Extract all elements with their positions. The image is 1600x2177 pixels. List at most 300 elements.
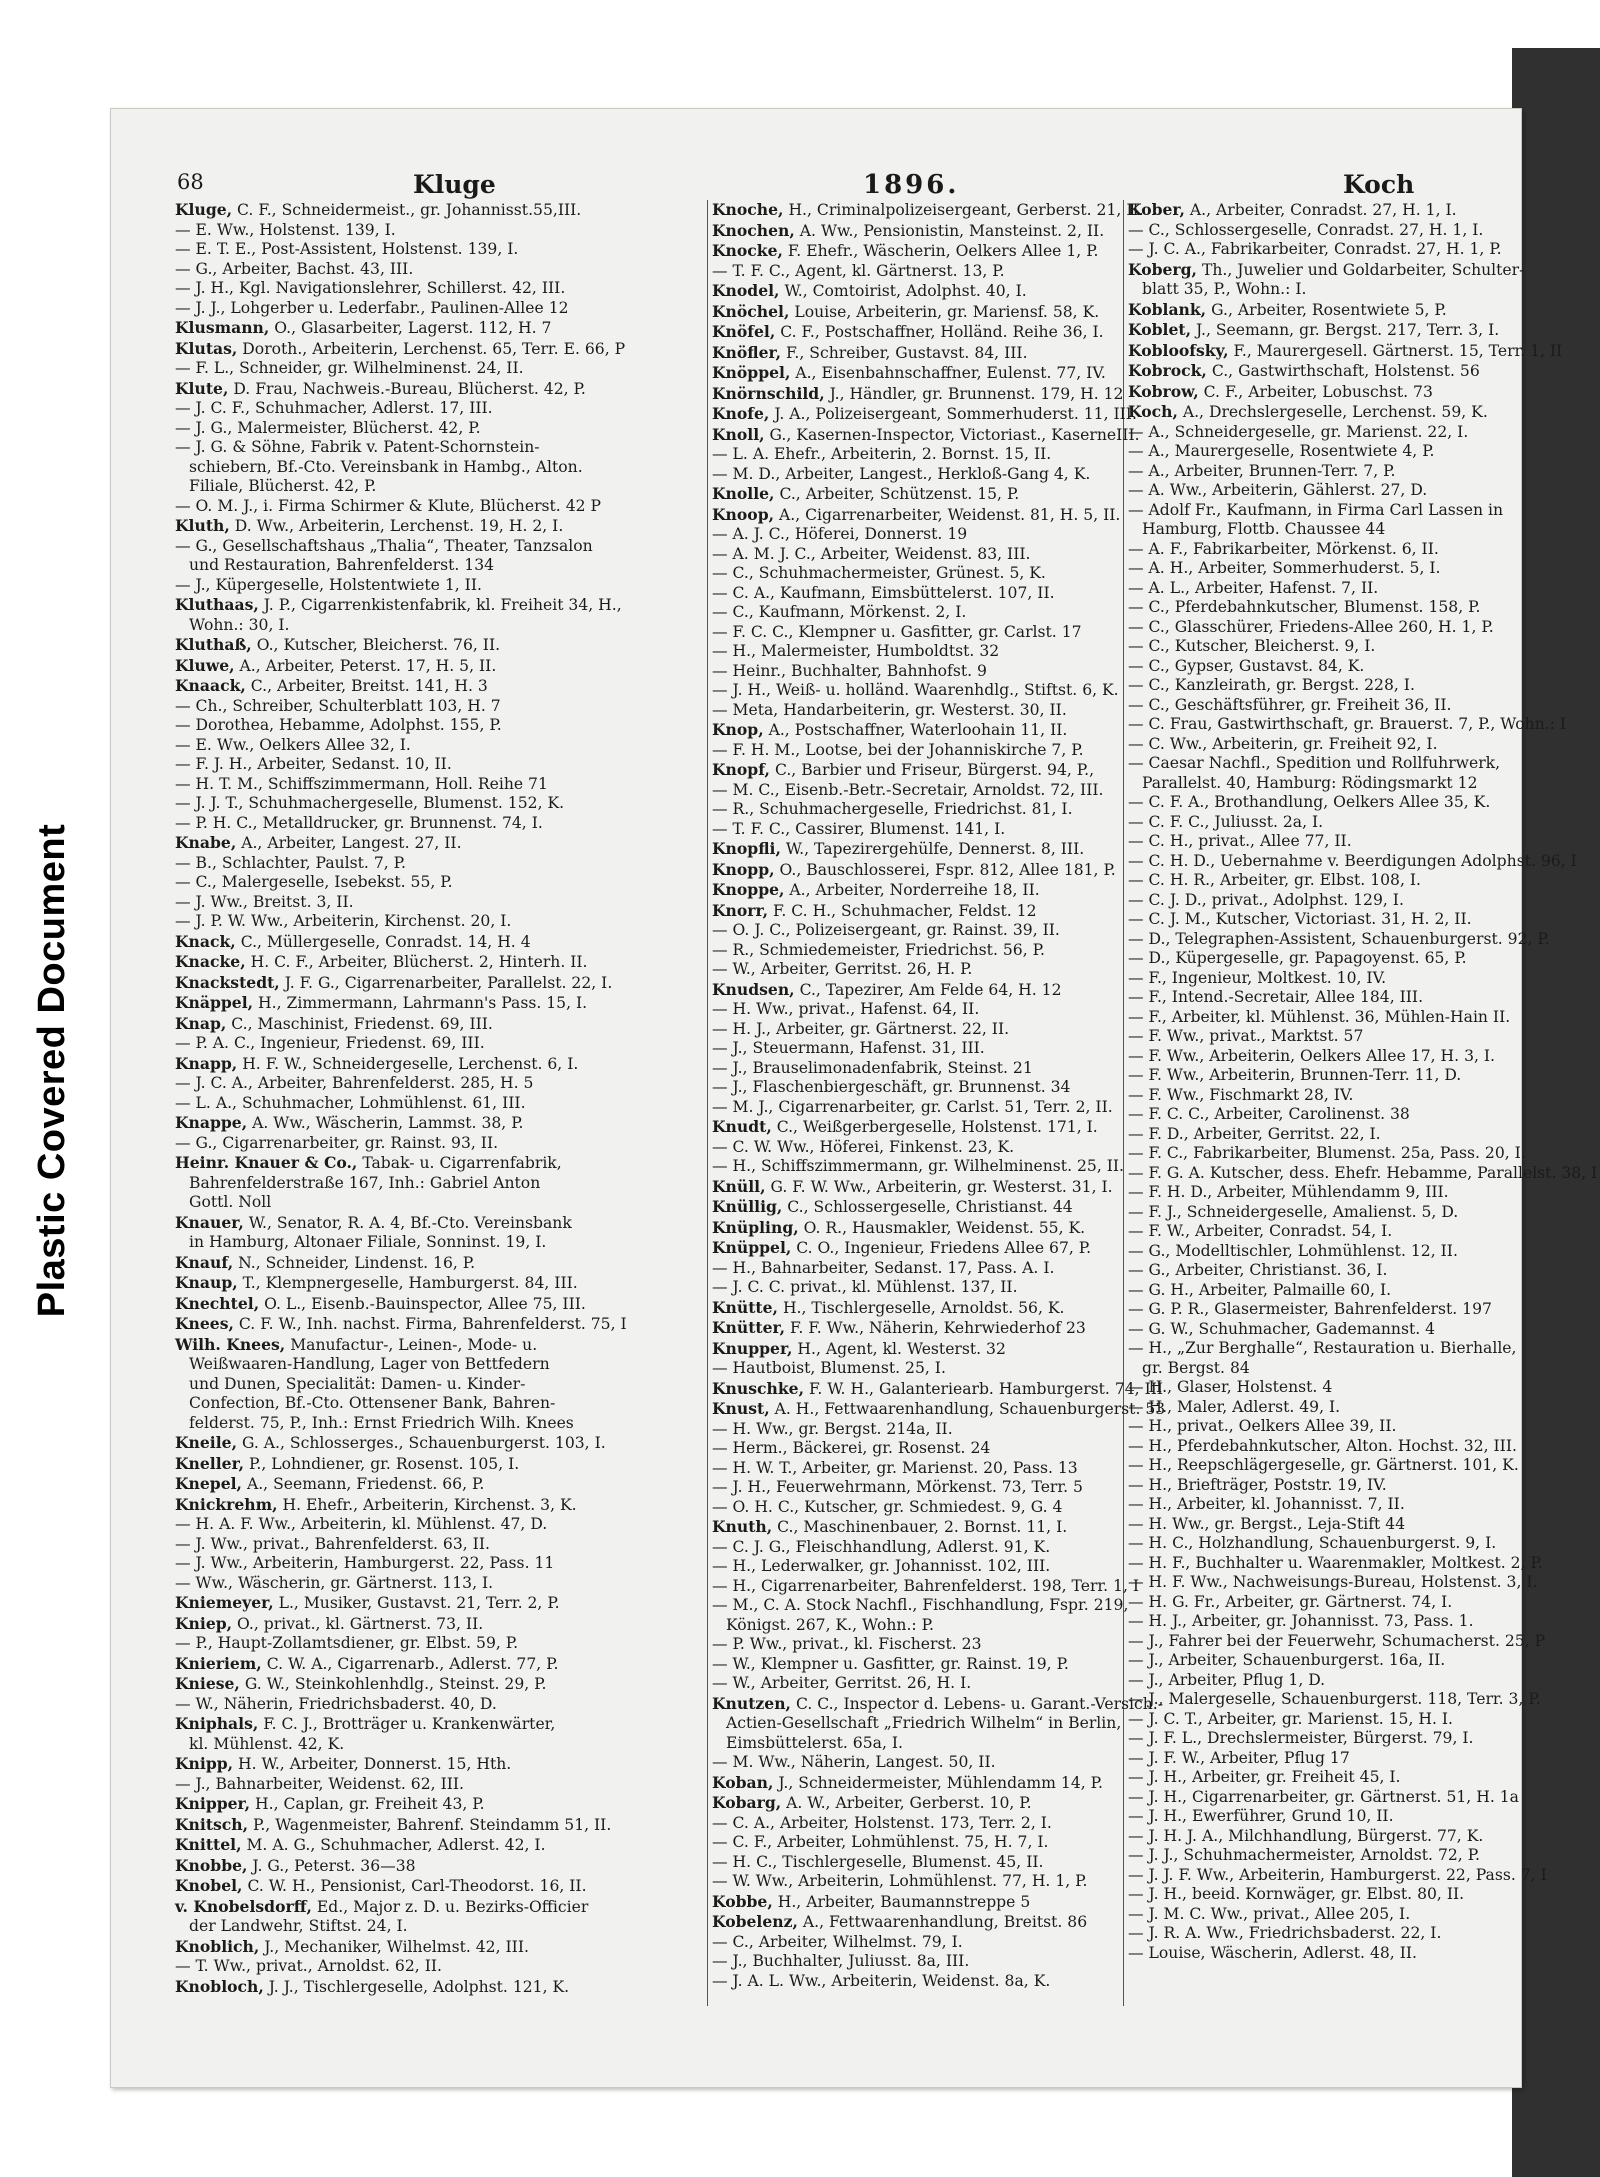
directory-entry bbox=[175, 893, 705, 913]
directory-entry bbox=[1128, 1105, 1538, 1125]
directory-entry bbox=[175, 1695, 705, 1715]
directory-entry bbox=[712, 1498, 1122, 1518]
entry-details: — J., Malergeselle, Schauenburgerst. 118, Terr. 3, P. bbox=[1128, 1690, 1541, 1708]
entry-details: C. F., Postschaffner, Holländ. Reihe 36, I. bbox=[775, 323, 1104, 341]
entry-details: F., Schreiber, Gustavst. 84, III. bbox=[781, 343, 1028, 362]
entry-surname: Knüllig, bbox=[712, 1197, 783, 1216]
directory-entry bbox=[175, 1134, 705, 1154]
entry-details: — Ww., Wäscherin, gr. Gärtnerst. 113, I. bbox=[175, 1573, 494, 1592]
directory-entry bbox=[1128, 1651, 1538, 1671]
directory-entry bbox=[1128, 1905, 1538, 1925]
entry-details: — J. H., Cigarrenarbeiter, gr. Gärtnerst. 51, H. 1a bbox=[1128, 1787, 1519, 1806]
entry-details: — H., Glaser, Holstenst. 4 bbox=[1128, 1378, 1333, 1396]
directory-entry bbox=[712, 1635, 1122, 1655]
directory-entry bbox=[175, 1335, 705, 1356]
directory-entry bbox=[175, 1654, 705, 1675]
entry-details: Filiale, Blücherst. 42, P. bbox=[189, 477, 377, 495]
directory-entry bbox=[1128, 1807, 1538, 1827]
entry-details: — F., Arbeiter, kl. Mühlenst. 36, Mühlen-Hain II. bbox=[1128, 1007, 1511, 1026]
entry-details: A., Postschaffner, Waterloohain 11, II. bbox=[763, 721, 1068, 739]
entry-surname: Knütter, bbox=[712, 1318, 786, 1337]
entry-details: — Hautboist, Blumenst. 25, I. bbox=[712, 1359, 946, 1377]
directory-entry bbox=[175, 1794, 705, 1815]
entry-details: C., Maschinist, Friedenst. 69, III. bbox=[226, 1014, 493, 1033]
directory-entry bbox=[712, 642, 1122, 662]
entry-details: — C., Schlossergeselle, Conradst. 27, H. 1, I. bbox=[1128, 220, 1484, 239]
entry-details: — D., Telegraphen-Assistent, Schauenburgerst. 92, P. bbox=[1128, 929, 1550, 948]
entry-details: — E. Ww., Oelkers Allee 32, I. bbox=[175, 735, 411, 754]
directory-entry bbox=[712, 1420, 1122, 1440]
directory-entry bbox=[175, 1433, 705, 1454]
entry-details: G. A., Schlosserges., Schauenburgerst. 103, I. bbox=[237, 1434, 606, 1452]
directory-entry bbox=[712, 1814, 1122, 1834]
directory-entry bbox=[1128, 929, 1550, 950]
directory-entry bbox=[712, 960, 1122, 980]
directory-entry bbox=[175, 260, 705, 280]
entry-details: — H. F., Buchhalter u. Waarenmakler, Moltkest. 2, P. bbox=[1128, 1553, 1543, 1572]
entry-surname: Heinr. Knauer & Co., bbox=[175, 1153, 358, 1172]
directory-entry bbox=[175, 379, 705, 400]
directory-entry bbox=[712, 445, 1122, 465]
directory-entry bbox=[175, 697, 705, 717]
directory-entry bbox=[1128, 423, 1538, 443]
directory-entry bbox=[1128, 442, 1538, 462]
entry-details: — A. L., Arbeiter, Hafenst. 7, II. bbox=[1128, 578, 1379, 597]
entry-details: — D., Küpergeselle, gr. Papagoyenst. 65, P. bbox=[1128, 949, 1467, 967]
directory-entry bbox=[712, 860, 1122, 881]
entry-surname: Knutzen, bbox=[712, 1693, 791, 1713]
directory-entry bbox=[175, 794, 705, 814]
entry-details: Eimsbüttelerst. 65a, I. bbox=[726, 1733, 903, 1752]
entry-surname: Kluge, bbox=[175, 200, 233, 219]
directory-entry bbox=[175, 1375, 705, 1395]
directory-entry bbox=[175, 1034, 705, 1054]
directory-entry bbox=[175, 912, 705, 932]
entry-details: — G., Arbeiter, Bachst. 43, III. bbox=[175, 259, 414, 278]
entry-details: — H. J., Arbeiter, gr. Gärtnerst. 22, II. bbox=[712, 1019, 1010, 1038]
entry-details: F., Maurergesell. Gärtnerst. 15, Terr. 1, II bbox=[1228, 341, 1563, 360]
entry-details: — P. A. C., Ingenieur, Friedenst. 69, III. bbox=[175, 1034, 485, 1052]
entry-details: — J. H., beeid. Kornwäger, gr. Elbst. 80, II. bbox=[1128, 1885, 1465, 1903]
directory-entry bbox=[712, 1157, 1125, 1177]
entry-details: H., Agent, kl. Westerst. 32 bbox=[792, 1339, 1006, 1358]
directory-entry bbox=[712, 1238, 1122, 1259]
directory-entry bbox=[712, 1000, 1122, 1020]
directory-entry bbox=[175, 1775, 705, 1795]
directory-entry bbox=[712, 1117, 1122, 1138]
directory-entry bbox=[1128, 1125, 1538, 1145]
entry-details: Louise, Arbeiterin, gr. Mariensf. 58, K. bbox=[789, 302, 1100, 321]
entry-surname: Kniese, bbox=[175, 1674, 240, 1693]
directory-entry bbox=[1128, 320, 1538, 341]
directory-entry bbox=[712, 1773, 1122, 1794]
entry-details: — P. Ww., privat., kl. Fischerst. 23 bbox=[712, 1635, 982, 1653]
entry-details: Wohn.: 30, I. bbox=[189, 615, 290, 634]
entry-details: — F. H. D., Arbeiter, Mühlendamm 9, III. bbox=[1128, 1183, 1449, 1201]
entry-details: C., Tapezirer, Am Felde 64, H. 12 bbox=[794, 980, 1062, 999]
entry-surname: Knochen, bbox=[712, 220, 795, 240]
entry-details: — W., Arbeiter, Gerritst. 26, H. I. bbox=[712, 1674, 972, 1692]
entry-details: — E. Ww., Holstenst. 139, I. bbox=[175, 220, 396, 239]
directory-column-3 bbox=[1128, 200, 1598, 2010]
entry-details: — M. Ww., Näherin, Langest. 50, II. bbox=[712, 1753, 996, 1771]
directory-entry bbox=[1128, 871, 1538, 891]
directory-entry bbox=[175, 1193, 705, 1213]
directory-entry bbox=[1128, 361, 1538, 382]
directory-entry bbox=[712, 545, 1122, 565]
entry-details: — R., Schmiedemeister, Friedrichst. 56, P. bbox=[712, 940, 1045, 959]
entry-surname: Kobbe, bbox=[712, 1891, 773, 1911]
entry-details: — F., Intend.-Secretair, Allee 184, III. bbox=[1128, 988, 1424, 1006]
directory-entry bbox=[175, 1074, 705, 1094]
directory-entry bbox=[175, 1754, 705, 1775]
entry-surname: Knack, bbox=[175, 931, 236, 951]
entry-details: — H. W. T., Arbeiter, gr. Marienst. 20, Pass. 13 bbox=[712, 1458, 1078, 1477]
entry-details: — J. F. L., Drechslermeister, Bürgerst. 79, I. bbox=[1128, 1729, 1474, 1747]
directory-entry bbox=[1128, 1047, 1538, 1067]
directory-entry bbox=[1128, 696, 1538, 716]
entry-surname: Kluthaas, bbox=[175, 595, 259, 614]
entry-surname: Knocke, bbox=[712, 241, 783, 260]
entry-details: — P. H. C., Metalldrucker, gr. Brunnenst. 74, I. bbox=[175, 813, 543, 832]
entry-details: C. F., Arbeiter, Lobuschst. 73 bbox=[1198, 382, 1433, 401]
column-divider-1 bbox=[707, 200, 708, 2006]
entry-surname: Klusmann, bbox=[175, 318, 270, 337]
directory-entry bbox=[712, 1952, 1122, 1972]
entry-surname: Koblet, bbox=[1128, 320, 1191, 339]
directory-entry bbox=[175, 676, 705, 697]
entry-details: O., privat., kl. Gärtnerst. 73, II. bbox=[232, 1614, 484, 1633]
entry-details: — C. F. A., Brothandlung, Oelkers Allee 35, K. bbox=[1128, 793, 1491, 811]
directory-entry bbox=[1128, 832, 1538, 852]
entry-details: — J. C. A., Fabrikarbeiter, Conradst. 27, H. 1, P. bbox=[1128, 240, 1502, 258]
entry-details: — G. P. R., Glasermeister, Bahrenfelderst. 197 bbox=[1128, 1300, 1492, 1318]
directory-entry bbox=[712, 662, 1122, 682]
directory-entry bbox=[712, 525, 1122, 545]
directory-entry bbox=[712, 1853, 1122, 1873]
directory-entry bbox=[712, 1459, 1122, 1479]
entry-details: — J., Küpergeselle, Holstentwiete 1, II. bbox=[175, 575, 482, 594]
directory-entry bbox=[712, 404, 1137, 425]
entry-details: F. Ehefr., Wäscherin, Oelkers Allee 1, P. bbox=[782, 242, 1099, 260]
entry-details: Doroth., Arbeiterin, Lerchenst. 65, Terr. E. 66, P bbox=[237, 339, 626, 358]
entry-details: — H., Bahnarbeiter, Sedanst. 17, Pass. A. I. bbox=[712, 1258, 1055, 1277]
entry-surname: Knappe, bbox=[175, 1113, 248, 1132]
entry-details: — G., Arbeiter, Christianst. 36, I. bbox=[1128, 1261, 1388, 1279]
entry-details: — H. Ww., gr. Bergst., Leja-Stift 44 bbox=[1128, 1514, 1406, 1533]
entry-details: J., Mechaniker, Wilhelmst. 42, III. bbox=[259, 1937, 529, 1956]
entry-details: J. F. G., Cigarrenarbeiter, Parallelst. 22, I. bbox=[279, 973, 613, 992]
entry-details: — C., Arbeiter, Wilhelmst. 79, I. bbox=[712, 1932, 963, 1951]
entry-details: C., Müllergeselle, Conradst. 14, H. 4 bbox=[235, 932, 531, 951]
entry-details: — F. C. C., Klempner u. Gasfitter, gr. Carlst. 17 bbox=[712, 622, 1082, 641]
directory-entry bbox=[1128, 1222, 1538, 1242]
directory-entry bbox=[1128, 676, 1538, 696]
entry-details: A., Drechslergeselle, Lerchenst. 59, K. bbox=[1177, 403, 1488, 421]
directory-entry bbox=[175, 1355, 705, 1375]
entry-surname: Kluth, bbox=[175, 516, 230, 535]
entry-details: — C., Schuhmachermeister, Grünest. 5, K. bbox=[712, 564, 1046, 582]
entry-details: — Dorothea, Hebamme, Adolphst. 155, P. bbox=[175, 716, 502, 734]
entry-details: — C., Kaufmann, Mörkenst. 2, I. bbox=[712, 603, 967, 621]
entry-details: — P., Haupt-Zollamtsdiener, gr. Elbst. 59, P. bbox=[175, 1634, 519, 1652]
entry-surname: Knechtel, bbox=[175, 1293, 260, 1313]
entry-details: Gottl. Noll bbox=[189, 1193, 272, 1211]
page-number: 68 bbox=[177, 170, 204, 194]
directory-entry bbox=[712, 1218, 1122, 1239]
entry-details: Ed., Major z. D. u. Bezirks-Officier bbox=[311, 1897, 589, 1916]
entry-details: — G., Modelltischler, Lohmühlenst. 12, II. bbox=[1128, 1241, 1458, 1260]
entry-details: A., Arbeiter, Langest. 27, II. bbox=[236, 834, 462, 852]
entry-details: F. F. Ww., Näherin, Kehrwiederhof 23 bbox=[785, 1319, 1086, 1337]
entry-details: — J., Bahnarbeiter, Weidenst. 62, III. bbox=[175, 1774, 465, 1793]
directory-entry bbox=[175, 755, 705, 775]
entry-details: O., Kutscher, Bleicherst. 76, II. bbox=[251, 636, 501, 654]
entry-surname: Kobrock, bbox=[1128, 361, 1207, 380]
directory-entry bbox=[1128, 1924, 1538, 1944]
directory-entry bbox=[175, 1253, 705, 1274]
entry-details: — C. J. G., Fleischhandlung, Adlerst. 91, K. bbox=[712, 1537, 1051, 1556]
entry-details: — J. H. J. A., Milchhandlung, Bürgerst. 77, K. bbox=[1128, 1826, 1484, 1845]
directory-entry bbox=[175, 458, 705, 478]
directory-entry bbox=[712, 363, 1122, 384]
entry-surname: v. Knobelsdorff, bbox=[175, 1896, 312, 1916]
entry-details: — A. F., Fabrikarbeiter, Mörkenst. 6, II. bbox=[1128, 539, 1439, 558]
directory-entry bbox=[712, 1872, 1122, 1892]
entry-details: — C. A., Kaufmann, Eimsbüttelerst. 107, II. bbox=[712, 583, 1055, 602]
directory-entry bbox=[1128, 813, 1538, 833]
entry-details: und Restauration, Bahrenfelderst. 134 bbox=[189, 556, 495, 574]
directory-entry bbox=[1128, 949, 1538, 969]
entry-surname: Kober, bbox=[1128, 200, 1185, 219]
entry-details: W., Senator, R. A. 4, Bf.-Cto. Vereinsbank bbox=[243, 1213, 572, 1232]
entry-details: — J. H., Kgl. Navigationslehrer, Schillerst. 42, III. bbox=[175, 279, 566, 297]
entry-details: J. A., Polizeisergeant, Sommerhuderst. 11, III. bbox=[769, 405, 1137, 423]
entry-details: G., Kasernen-Inspector, Victoriast., KaserneIII. bbox=[764, 425, 1140, 444]
entry-details: — C. F. C., Juliusst. 2a, I. bbox=[1128, 812, 1324, 831]
entry-surname: Koblank, bbox=[1128, 299, 1207, 319]
directory-entry bbox=[1128, 1359, 1538, 1379]
entry-details: F. C. H., Schuhmacher, Feldst. 12 bbox=[768, 901, 1037, 920]
directory-entry bbox=[1128, 715, 1567, 735]
entry-surname: Knacke, bbox=[175, 952, 246, 971]
entry-details: P., Wagenmeister, Bahrenf. Steindamm 51, II. bbox=[248, 1815, 612, 1834]
entry-details: — C., Gypser, Gustavst. 84, K. bbox=[1128, 656, 1365, 675]
directory-entry bbox=[1128, 1183, 1538, 1203]
entry-details: — C., Pferdebahnkutscher, Blumenst. 158, P. bbox=[1128, 598, 1481, 616]
directory-entry bbox=[1128, 540, 1538, 560]
entry-details: Königst. 267, K., Wohn.: P. bbox=[726, 1615, 934, 1634]
directory-entry bbox=[1128, 1612, 1538, 1632]
entry-details: O. R., Hausmakler, Weidenst. 55, K. bbox=[798, 1218, 1086, 1237]
entry-details: C., Weißgerbergeselle, Holstenst. 171, I. bbox=[771, 1118, 1098, 1136]
entry-surname: Knipper, bbox=[175, 1794, 251, 1813]
entry-details: — C., Geschäftsführer, gr. Freiheit 36, II. bbox=[1128, 695, 1452, 714]
entry-surname: Kobarg, bbox=[712, 1793, 782, 1812]
directory-entry bbox=[175, 299, 705, 319]
directory-entry bbox=[175, 339, 705, 360]
directory-entry bbox=[175, 635, 705, 656]
entry-surname: Knauf, bbox=[175, 1252, 234, 1272]
directory-entry bbox=[1128, 1944, 1538, 1964]
entry-details: — H., Pferdebahnkutscher, Alton. Hochst. 32, III. bbox=[1128, 1436, 1517, 1455]
entry-details: Parallelst. 40, Hamburg: Rödingsmarkt 12 bbox=[1142, 773, 1478, 792]
entry-details: — Heinr., Buchhalter, Bahnhofst. 9 bbox=[712, 661, 987, 680]
directory-entry bbox=[712, 384, 1122, 405]
entry-details: — G., Cigarrenarbeiter, gr. Rainst. 93, II. bbox=[175, 1133, 499, 1152]
entry-details: F. C. J., Brotträger u. Krankenwärter, bbox=[258, 1715, 556, 1733]
entry-details: — J. C. F., Schuhmacher, Adlerst. 17, III. bbox=[175, 399, 493, 417]
entry-surname: Knickrehm, bbox=[175, 1494, 278, 1514]
directory-entry bbox=[712, 1734, 1122, 1754]
entry-details: — H., privat., Oelkers Allee 39, II. bbox=[1128, 1417, 1397, 1435]
entry-surname: Knepel, bbox=[175, 1474, 242, 1493]
directory-entry bbox=[175, 1815, 705, 1836]
directory-entry bbox=[1128, 1437, 1538, 1457]
entry-details: C. W. A., Cigarrenarb., Adlerst. 77, P. bbox=[261, 1654, 559, 1673]
entry-details: — J. H., Ewerführer, Grund 10, II. bbox=[1128, 1807, 1394, 1825]
directory-entry bbox=[1128, 1710, 1538, 1730]
entry-details: — O. M. J., i. Firma Schirmer & Klute, Blücherst. 42 P bbox=[175, 496, 602, 515]
directory-entry bbox=[712, 1793, 1122, 1814]
entry-details: — A. Ww., Arbeiterin, Gählerst. 27, D. bbox=[1128, 481, 1428, 499]
entry-details: — J., Fahrer bei der Feuerwehr, Schumacherst. 25, P bbox=[1128, 1631, 1546, 1650]
entry-surname: Knudt, bbox=[712, 1117, 772, 1136]
directory-entry bbox=[712, 1177, 1122, 1198]
entry-surname: Knofe, bbox=[712, 404, 770, 423]
entry-details: W., Tapezirergehülfe, Dennerst. 8, III. bbox=[780, 840, 1085, 858]
directory-entry bbox=[712, 800, 1122, 820]
directory-entry bbox=[175, 1897, 705, 1918]
directory-entry bbox=[175, 221, 705, 241]
entry-surname: Knäppel, bbox=[175, 993, 254, 1012]
directory-entry bbox=[175, 993, 705, 1014]
entry-details: felderst. 75, P., Inh.: Ernst Friedrich Wilh. Knees bbox=[189, 1413, 574, 1432]
entry-surname: Knauer, bbox=[175, 1212, 244, 1232]
entry-details: — T. F. C., Agent, kl. Gärtnerst. 13, P. bbox=[712, 261, 1005, 280]
entry-details: — J. Ww., Breitst. 3, II. bbox=[175, 892, 354, 911]
directory-entry bbox=[712, 681, 1122, 701]
entry-details: C., Schlossergeselle, Christianst. 44 bbox=[782, 1198, 1073, 1216]
entry-details: H., Zimmermann, Lahrmann's Pass. 15, I. bbox=[253, 994, 588, 1012]
directory-entry bbox=[1128, 1827, 1538, 1847]
directory-entry bbox=[1128, 1515, 1538, 1535]
directory-entry bbox=[175, 1414, 705, 1434]
directory-entry bbox=[712, 781, 1122, 801]
directory-entry bbox=[1128, 1768, 1538, 1788]
directory-entry bbox=[712, 1378, 1164, 1400]
entry-surname: Kneile, bbox=[175, 1433, 238, 1452]
directory-entry bbox=[175, 952, 705, 973]
directory-entry bbox=[175, 1014, 705, 1035]
entry-details: — C. J. D., privat., Adolphst. 129, I. bbox=[1128, 890, 1404, 909]
entry-details: A. Ww., Wäscherin, Lammst. 38, P. bbox=[247, 1114, 524, 1132]
directory-entry bbox=[712, 1753, 1122, 1773]
directory-entry bbox=[712, 1892, 1122, 1913]
entry-details: A., Fettwaarenhandlung, Breitst. 86 bbox=[797, 1913, 1088, 1931]
directory-entry bbox=[712, 302, 1122, 323]
entry-surname: Knüppel, bbox=[712, 1238, 792, 1257]
directory-entry bbox=[1128, 520, 1538, 540]
directory-entry bbox=[712, 343, 1122, 364]
entry-details: — J. A. L. Ww., Arbeiterin, Weidenst. 8a, K. bbox=[712, 1971, 1051, 1990]
directory-entry bbox=[712, 484, 1122, 505]
directory-entry bbox=[1128, 501, 1538, 521]
entry-details: Confection, Bf.-Cto. Ottensener Bank, Bahren- bbox=[189, 1394, 556, 1412]
directory-entry bbox=[712, 1078, 1122, 1098]
directory-entry bbox=[1128, 1203, 1538, 1223]
entry-details: — H., Maler, Adlerst. 49, I. bbox=[1128, 1397, 1341, 1416]
entry-details: A. H., Fettwaarenhandlung, Schauenburgerst. 53 bbox=[769, 1400, 1166, 1418]
entry-details: P., Lohndiener, gr. Rosenst. 105, I. bbox=[244, 1454, 520, 1473]
directory-entry bbox=[712, 603, 1122, 623]
entry-surname: Knoblich, bbox=[175, 1936, 260, 1956]
column-divider-2 bbox=[1123, 200, 1124, 2006]
plastic-covered-label bbox=[18, 700, 88, 1440]
directory-entry bbox=[175, 279, 705, 299]
entry-details: G. F. W. Ww., Arbeiterin, gr. Westerst. 31, I. bbox=[765, 1177, 1113, 1196]
directory-entry bbox=[175, 1614, 705, 1635]
directory-entry bbox=[175, 1574, 705, 1594]
directory-entry bbox=[712, 1557, 1122, 1577]
directory-entry bbox=[1128, 1066, 1538, 1086]
directory-entry bbox=[1128, 1027, 1538, 1047]
entry-surname: Knolle, bbox=[712, 484, 775, 503]
entry-surname: Knupper, bbox=[712, 1338, 793, 1358]
directory-entry bbox=[1128, 1339, 1538, 1359]
directory-entry bbox=[1128, 1242, 1538, 1262]
directory-entry bbox=[1128, 340, 1563, 362]
directory-entry bbox=[1128, 754, 1538, 774]
directory-entry bbox=[1128, 1456, 1538, 1476]
directory-entry bbox=[175, 556, 705, 576]
entry-details: — J. C. C. privat., kl. Mühlenst. 137, II. bbox=[712, 1278, 1018, 1296]
directory-entry bbox=[1128, 793, 1538, 813]
entry-details: — Adolf Fr., Kaufmann, in Firma Carl Lassen in bbox=[1128, 500, 1504, 519]
directory-entry bbox=[1128, 1593, 1538, 1613]
directory-entry bbox=[175, 973, 705, 994]
entry-details: — J., Flaschenbiergeschäft, gr. Brunnenst. 34 bbox=[712, 1078, 1071, 1096]
directory-entry bbox=[1128, 481, 1538, 501]
entry-details: — Ch., Schreiber, Schulterblatt 103, H. 7 bbox=[175, 696, 501, 715]
entry-details: M. A. G., Schuhmacher, Adlerst. 42, I. bbox=[241, 1836, 546, 1854]
directory-entry bbox=[712, 1318, 1122, 1339]
entry-details: L., Musiker, Gustavst. 21, Terr. 2, P. bbox=[273, 1594, 560, 1612]
entry-details: — R., Schuhmachergeselle, Friedrichst. 81, I. bbox=[712, 800, 1073, 818]
entry-details: — C. A., Arbeiter, Holstenst. 173, Terr. 2, I. bbox=[712, 1813, 1052, 1832]
entry-details: — J. H., Arbeiter, gr. Freiheit 45, I. bbox=[1128, 1768, 1401, 1786]
entry-details: J. J., Tischlergeselle, Adolphst. 121, K. bbox=[263, 1977, 570, 1996]
entry-details: — C. J. M., Kutscher, Victoriast. 31, H. 2, II. bbox=[1128, 910, 1472, 928]
directory-entry bbox=[712, 1278, 1122, 1298]
directory-entry bbox=[1128, 1163, 1598, 1184]
entry-details: — C. H. D., Uebernahme v. Beerdigungen Adolphst. 96, I bbox=[1128, 851, 1577, 870]
entry-surname: Knust, bbox=[712, 1399, 770, 1418]
entry-details: — T. Ww., privat., Arnoldst. 62, II. bbox=[175, 1957, 442, 1975]
entry-details: — H., „Zur Berghalle“, Restauration u. Bierhalle, bbox=[1128, 1339, 1517, 1357]
directory-entry bbox=[712, 741, 1122, 761]
directory-entry bbox=[1128, 1476, 1538, 1496]
entry-details: Tabak- u. Cigarrenfabrik, bbox=[357, 1154, 562, 1172]
entry-details: — C. Frau, Gastwirthschaft, gr. Brauerst. 7, P., Wohn.: I bbox=[1128, 715, 1567, 733]
directory-entry bbox=[1128, 969, 1538, 989]
directory-entry bbox=[175, 1856, 705, 1877]
entry-surname: Knaack, bbox=[175, 676, 246, 695]
directory-entry bbox=[175, 1735, 705, 1755]
entry-details: — M. D., Arbeiter, Langest., Herkloß-Gang 4, K. bbox=[712, 464, 1091, 483]
entry-surname: Kobrow, bbox=[1128, 381, 1199, 401]
directory-entry bbox=[175, 1674, 705, 1695]
